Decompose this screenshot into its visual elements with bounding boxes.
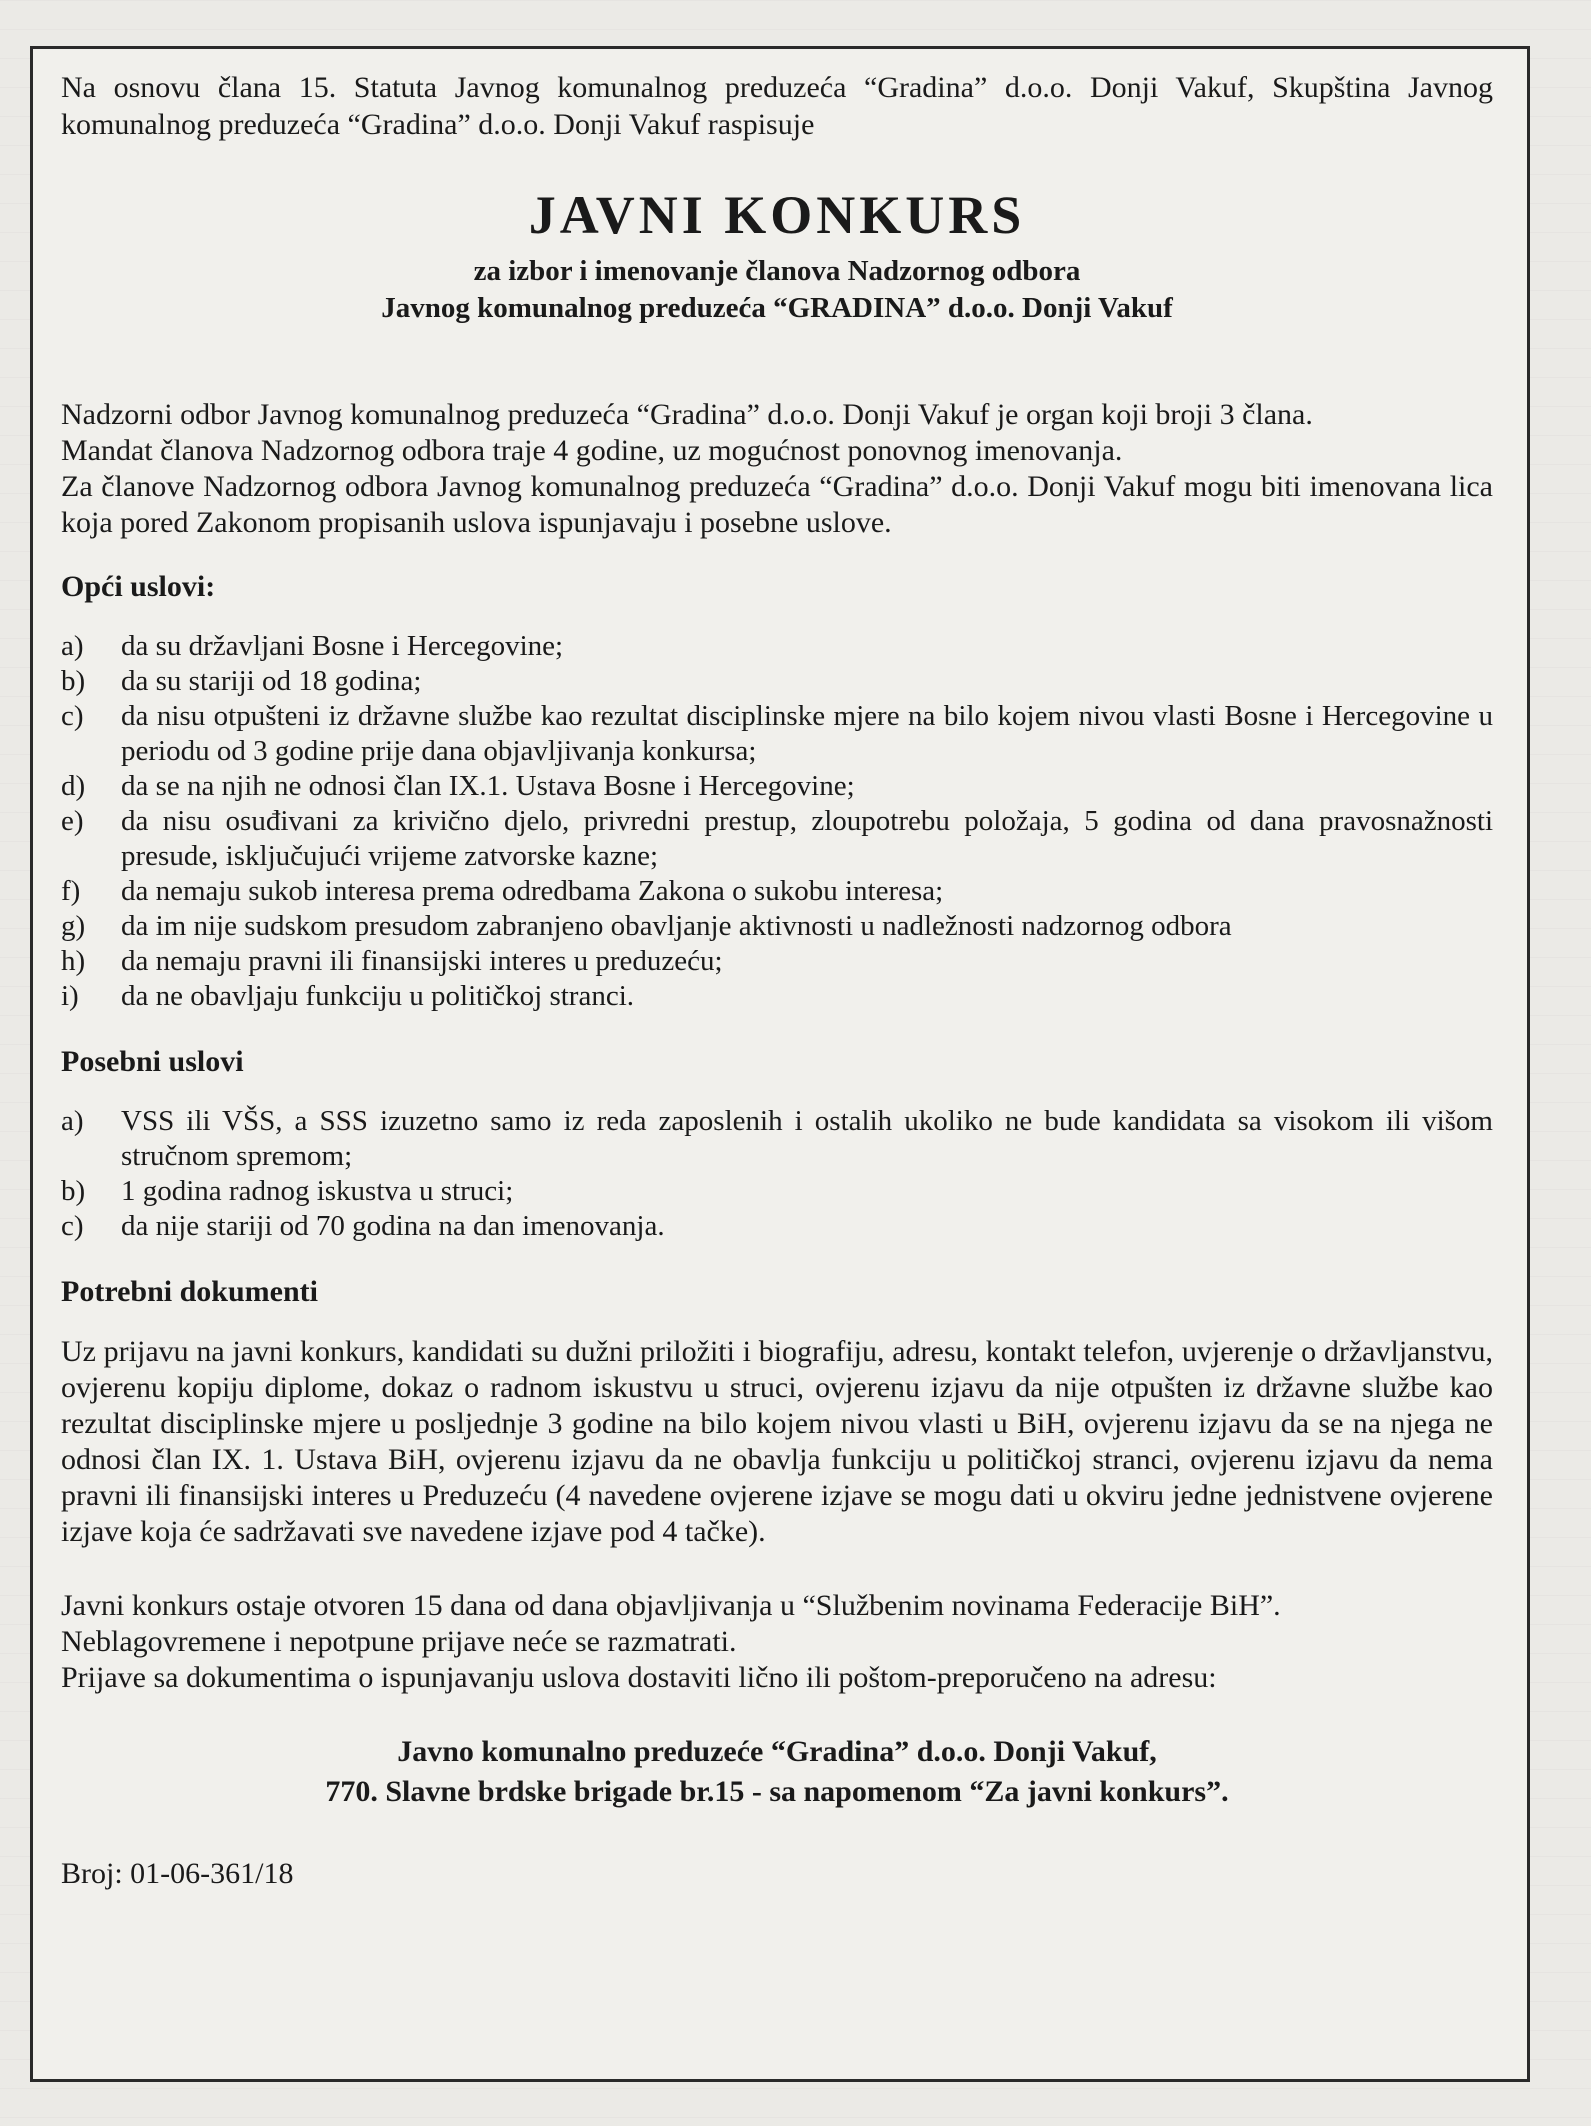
reference-number: Broj: 01-06-361/18 [61,1857,294,1890]
list-text: da nisu otpušteni iz državne službe kao rezultat disciplinske mjere na bilo kojem nivou vlasti Bosne i Hercegovine u periodu od 3 godine prije dana objavljivanja konkursa; [121,700,1493,767]
list-item [61,979,1493,1014]
list-item [61,804,1493,874]
list-marker: c) [61,1210,84,1242]
list-marker: a) [61,1105,84,1137]
closing-open-period: Javni konkurs ostaje otvoren 15 dana od dana objavljivanja u “Službenim novinama Federacije BiH”. [61,1589,1281,1622]
list-marker: b) [61,1175,86,1207]
list-marker: c) [61,700,84,732]
list-text: da su državljani Bosne i Hercegovine; [121,630,564,662]
list-text: da nemaju pravni ili finansijski interes u preduzeću; [121,945,723,977]
list-text: da su stariji od 18 godina; [121,665,422,697]
notice-frame [30,46,1530,2082]
address-line-street: 770. Slavne brdske brigade br.15 - sa napomenom “Za javni konkurs”. [325,1775,1229,1808]
lead-block [61,397,1493,541]
closing-late-applications: Neblagovremene i nepotpune prijave neće se razmatrati. [61,1625,737,1658]
documents-paragraph: Uz prijavu na javni konkurs, kandidati su dužni priložiti i biografiju, adresu, kontakt telefon, uvjerenje o državljanstvu, ovjerenu kopiju diplome, dokaz o radnom iskustvu u struci, ovjerenu izjavu da nije otpušten iz državne službe kao rezultat disciplinske mjere u posljednje 3 godine na bilo kojem nivou vlasti u BiH, ovjerenu izjavu da se na njega ne odnosi član IX. 1. Ustava BiH, ovjerenu izjavu da ne obavlja funkciju u političkoj stranci, ovjerenu izjavu da nema pravni ili finansijski interes u Preduzeću (4 navedene ovjerene izjave se mogu dati u okviru jedne jednistvene ovjerene izjave koja će sadržavati sve navedene izjave pod 4 tačke). [61,1335,1493,1548]
list-item [61,874,1493,909]
special-conditions-heading: Posebni uslovi [61,1045,244,1078]
list-text: da nemaju sukob interesa prema odredbama Zakona o sukobu interesa; [121,875,944,907]
list-item [61,699,1493,769]
list-text: da nije stariji od 70 godina na dan imenovanja. [121,1210,665,1242]
address-block [61,1732,1493,1812]
list-text: VSS ili VŠS, a SSS izuzetno samo iz reda zaposlenih i ostalih ukoliko ne bude kandidata sa visokom ili višom stručnom spremom; [121,1105,1493,1172]
general-conditions-list [61,629,1493,1014]
list-text: da se na njih ne odnosi član IX.1. Ustava Bosne i Hercegovine; [121,770,855,802]
list-item [61,909,1493,944]
notice-subtitle-line2: Javnog komunalnog preduzeća “GRADINA” d.o.o. Donji Vakuf [381,292,1173,324]
list-text: da nisu osuđivani za krivično djelo, privredni prestup, zloupotrebu položaja, 5 godina od dana pravosnažnosti presude, isključujući vrijeme zatvorske kazne; [121,805,1493,872]
lead-sentence-mandate: Mandat članova Nadzornog odbora traje 4 godine, uz mogućnost ponovnog imenovanja. [61,434,1123,467]
list-marker: a) [61,630,84,662]
spacer [61,1550,1493,1588]
general-conditions-heading: Opći uslovi: [61,570,216,603]
notice-title: JAVNI KONKURS [528,185,1026,245]
list-item [61,629,1493,664]
list-item [61,1174,1493,1209]
address-line-company: Javno komunalno preduzeće “Gradina” d.o.o. Donji Vakuf, [397,1735,1157,1768]
list-item [61,944,1493,979]
closing-submission: Prijave sa dokumentima o ispunjavanju uslova dostaviti lično ili poštom-preporučeno na adresu: [61,1661,1217,1694]
list-item [61,769,1493,804]
list-marker: f) [61,875,81,907]
intro-paragraph: Na osnovu člana 15. Statuta Javnog komunalnog preduzeća “Gradina” d.o.o. Donji Vakuf, Skupština Javnog komunalnog preduzeća “Gradina” d.o.o. Donji Vakuf raspisuje [61,71,1493,141]
list-text: 1 godina radnog iskustva u struci; [121,1175,514,1207]
special-conditions-list [61,1104,1493,1244]
lead-sentence-board: Nadzorni odbor Javnog komunalnog preduzeća “Gradina” d.o.o. Donji Vakuf je organ koji broji 3 člana. [61,398,1313,431]
list-text: da im nije sudskom presudom zabranjeno obavljanje aktivnosti u nadležnosti nadzornog odbora [121,910,1232,942]
list-item [61,1209,1493,1244]
lead-sentence-eligibility: Za članove Nadzornog odbora Javnog komunalnog preduzeća “Gradina” d.o.o. Donji Vakuf mogu biti imenovana lica koja pored Zakonom propisanih uslova ispunjavaju i posebne uslove. [61,470,1493,539]
list-marker: g) [61,910,86,942]
notice-subtitle-line1: za izbor i imenovanje članova Nadzornog odbora [473,255,1081,287]
list-item [61,664,1493,699]
list-text: da ne obavljaju funkciju u političkoj stranci. [121,980,635,1012]
list-marker: i) [61,980,79,1012]
list-item [61,1104,1493,1174]
list-marker: h) [61,945,86,977]
list-marker: e) [61,805,84,837]
documents-heading: Potrebni dokumenti [61,1275,318,1308]
list-marker: b) [61,665,86,697]
list-marker: d) [61,770,86,802]
